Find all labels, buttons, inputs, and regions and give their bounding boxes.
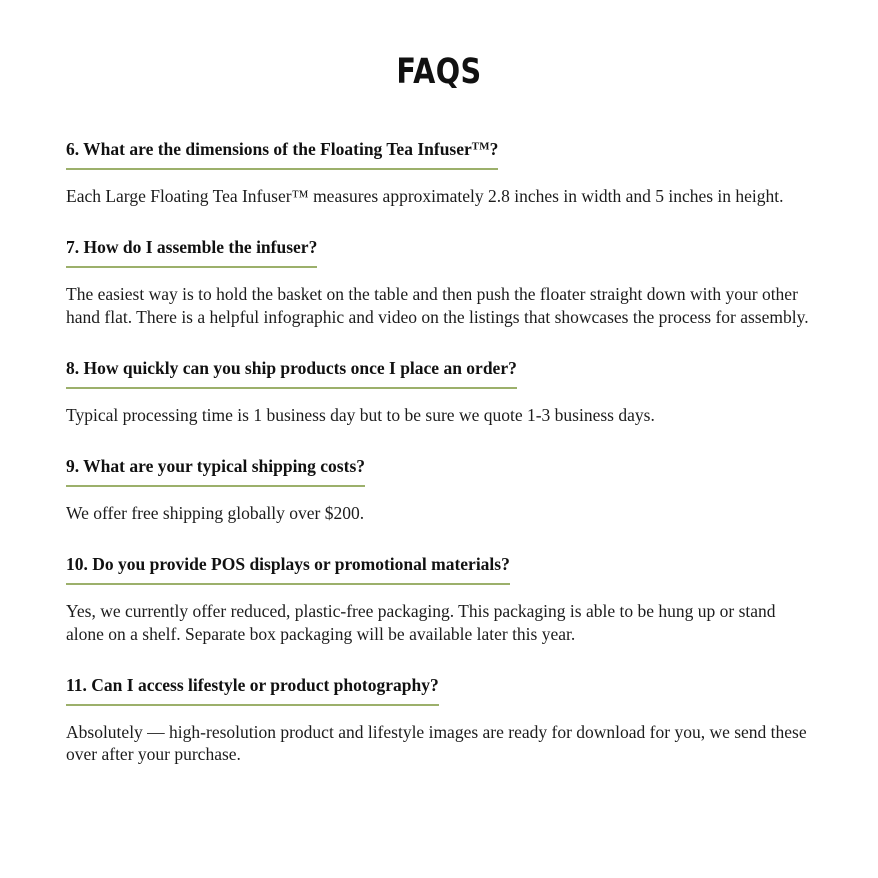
faq-question: 10. Do you provide POS displays or promotional materials? — [66, 554, 510, 585]
faq-question: 11. Can I access lifestyle or product photography? — [66, 675, 439, 706]
faq-item — [66, 237, 812, 328]
faq-question-suffix: ? — [489, 139, 499, 159]
trademark-mark: TM — [471, 140, 490, 153]
page-title: FAQS — [396, 52, 482, 92]
faq-answer: Each Large Floating Tea Infuser™ measures approximately 2.8 inches in width and 5 inches in height. — [66, 185, 784, 206]
faq-answer: Absolutely — high-resolution product and lifestyle images are ready for download for you, we send these over after your purchase. — [66, 721, 807, 765]
faq-question-text: 6. What are the dimensions of the Floating Tea Infuser — [66, 139, 472, 159]
faq-answer: Yes, we currently offer reduced, plastic-free packaging. This packaging is able to be hung up or stand alone on a shelf. Separate box packaging will be available later this year. — [66, 601, 776, 644]
faq-item — [66, 554, 812, 645]
faq-answer: The easiest way is to hold the basket on the table and then push the floater straight down with your other hand flat. There is a helpful infographic and video on the listings that showcases the process for assembly. — [66, 284, 809, 327]
faq-item — [66, 358, 812, 426]
faq-item — [66, 139, 812, 207]
faq-answer: Typical processing time is 1 business day but to be sure we quote 1-3 business days. — [66, 404, 655, 425]
faq-question: 7. How do I assemble the infuser? — [66, 237, 317, 268]
faq-answer: We offer free shipping globally over $200. — [66, 503, 365, 524]
faq-item — [66, 456, 812, 524]
faq-question — [66, 139, 498, 170]
faq-question: 9. What are your typical shipping costs? — [66, 456, 365, 487]
faq-question: 8. How quickly can you ship products once I place an order? — [66, 358, 517, 389]
faq-item — [66, 675, 812, 766]
faq-list — [66, 139, 812, 766]
